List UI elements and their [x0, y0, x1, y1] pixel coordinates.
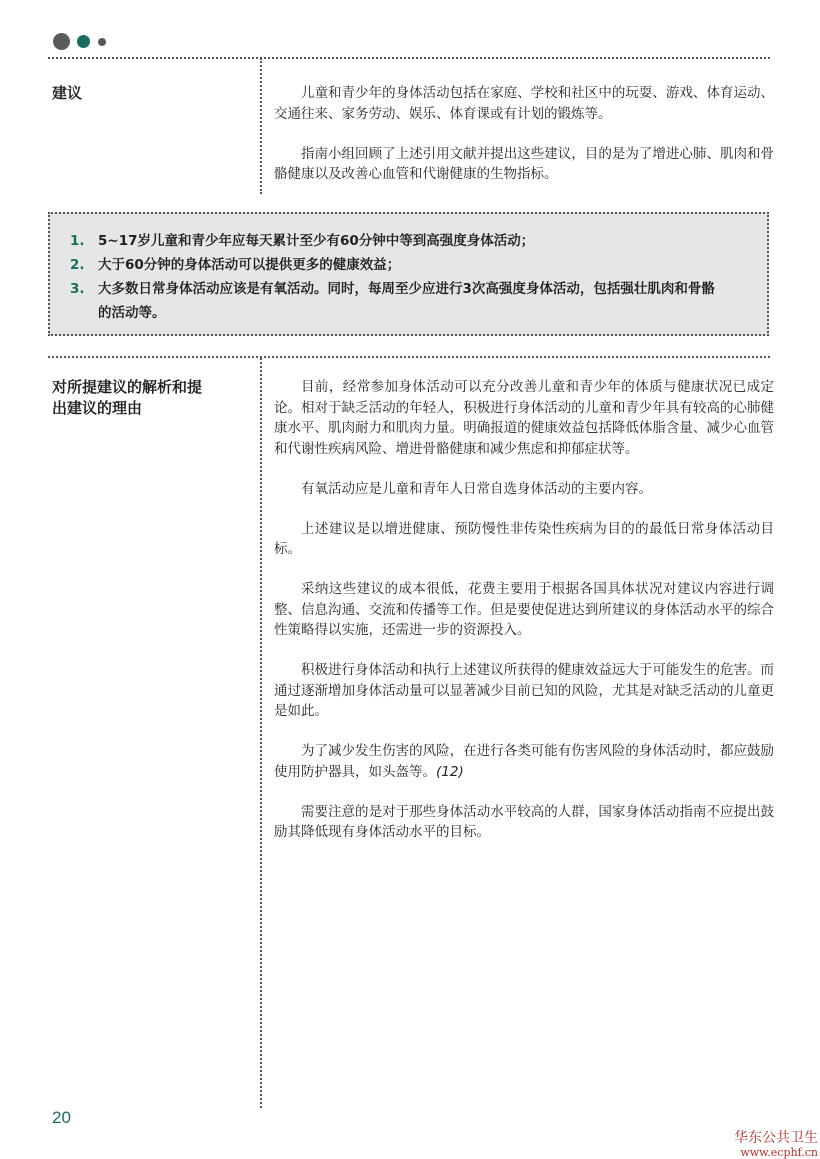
recommendations-box: [48, 212, 769, 336]
recommendation-number: 1.: [70, 233, 85, 249]
section1-body: [274, 83, 774, 204]
section2-paragraph: 积极进行身体活动和执行上述建议所获得的健康效益远大于可能发生的危害。而通过逐渐增加身体活动量可以显著减少目前已知的风险，尤其是对缺乏活动的儿童更是如此。: [274, 662, 774, 719]
watermark-title: 华东公共卫生: [734, 1130, 818, 1146]
recommendation-item: [70, 253, 767, 277]
watermark-url: www.ecphf.cn: [740, 1146, 818, 1159]
section2-paragraph: [274, 741, 774, 782]
recommendations-list: [50, 214, 767, 325]
section2-paragraph-text: 为了减少发生伤害的风险，在进行各类可能有伤害风险的身体活动时，都应鼓励使用防护器具，如头盔等。: [274, 743, 774, 780]
section2-body: [274, 377, 774, 862]
section2-top-rule: [48, 356, 770, 358]
citation: (12): [436, 763, 464, 780]
section2-label: 对所提建议的解析和提出建议的理由: [52, 378, 203, 417]
section1-paragraph: 儿童和青少年的身体活动包括在家庭、学校和社区中的玩耍、游戏、体育运动、交通往来、家务劳动、娱乐、体育课或有计划的锻炼等。: [274, 85, 774, 122]
section2-column-divider: [260, 358, 262, 1108]
recommendation-text: 大多数日常身体活动应该是有氧活动。同时，每周至少应进行3次高强度身体活动，包括强壮肌肉和骨骼的活动等。: [98, 281, 715, 321]
decorative-dot-large: [53, 33, 70, 50]
section2-paragraph: 需要注意的是对于那些身体活动水平较高的人群，国家身体活动指南不应提出鼓励其降低现有身体活动水平的目标。: [274, 803, 774, 840]
section1-paragraph: 指南小组回顾了上述引用文献并提出这些建议，目的是为了增进心肺、肌肉和骨骼健康以及改善心血管和代谢健康的生物指标。: [274, 145, 774, 182]
section2-paragraph: 采纳这些建议的成本很低，花费主要用于根据各国具体状况对建议内容进行调整、信息沟通、交流和传播等工作。但是要使促进达到所建议的身体活动水平的综合性策略得以实施，还需进一步的资源投入。: [274, 581, 774, 638]
section2-paragraph: 目前，经常参加身体活动可以充分改善儿童和青少年的体质与健康状况已成定论。相对于缺乏活动的年轻人，积极进行身体活动的儿童和青少年具有较高的心肺健康水平、肌肉耐力和肌肉力量。明确报道的健康效益包括降低体脂含量、减少心血管和代谢性疾病风险、增进骨骼健康和减少焦虑和抑郁症状等。: [274, 379, 774, 457]
recommendation-text: 大于60分钟的身体活动可以提供更多的健康效益；: [98, 257, 401, 273]
section2-paragraph: 有氧活动应是儿童和青年人日常自选身体活动的主要内容。: [301, 480, 652, 497]
recommendation-text: 5~17岁儿童和青少年应每天累计至少有60分钟中等到高强度身体活动；: [98, 233, 535, 249]
decorative-dot-small: [98, 38, 106, 46]
section2-paragraph: 上述建议是以增进健康、预防慢性非传染性疾病为目的的最低日常身体活动目标。: [274, 520, 774, 557]
section1-label: 建议: [52, 84, 83, 102]
recommendation-number: 2.: [70, 257, 85, 273]
section1-column-divider: [260, 58, 262, 194]
decorative-dot-medium: [77, 35, 90, 48]
page-number: 20: [52, 1108, 71, 1127]
recommendation-item: [70, 277, 767, 325]
recommendation-number: 3.: [70, 281, 85, 297]
section1-top-rule: [48, 57, 770, 59]
recommendation-item: [70, 229, 767, 253]
